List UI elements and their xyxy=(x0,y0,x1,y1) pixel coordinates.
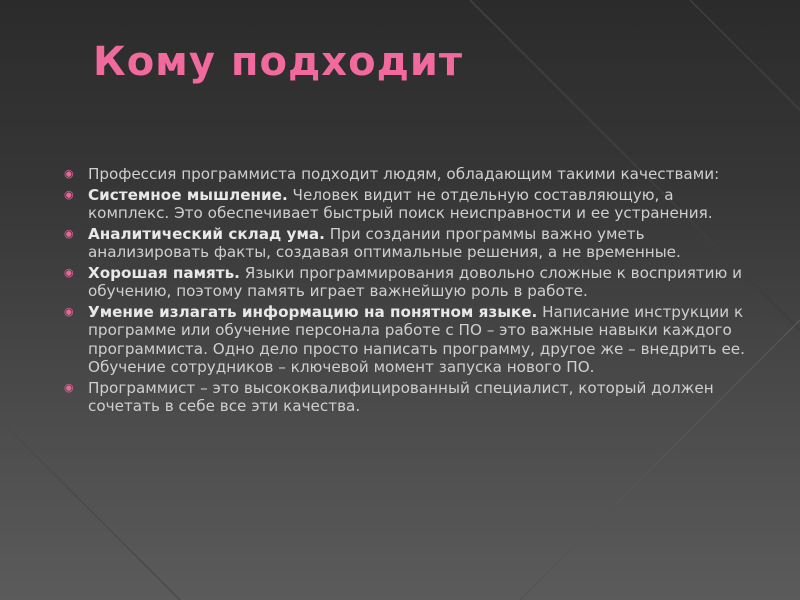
bullet-lead: Хорошая память. xyxy=(88,263,240,282)
bullet-item xyxy=(64,225,754,262)
bullet-item xyxy=(64,186,754,223)
bullet-text: Языки программирования довольно сложные к восприятию и обучению, поэтому память играет важнейшую роль в работе. xyxy=(88,263,743,300)
bullet-text: Программист – это высококвалифицированный специалист, который должен сочетать в себе все эти качества. xyxy=(88,378,714,415)
circle-bullet-icon: ◉ xyxy=(64,167,74,180)
bullet-text: Человек видит не отдельную составляющую, а комплекс. Это обеспечивает быстрый поиск неисправности и ее устранения. xyxy=(88,185,713,222)
bullet-item xyxy=(64,165,754,184)
circle-bullet-icon: ◉ xyxy=(64,380,74,394)
slide-title: Кому подходит xyxy=(93,39,464,85)
bullet-lead: Системное мышление. xyxy=(88,185,288,204)
bullet-lead: Аналитический склад ума. xyxy=(88,224,325,243)
bullet-text: При создании программы важно уметь анализировать факты, создавая оптимальные решения, а не временные. xyxy=(88,224,681,261)
bullet-list xyxy=(64,165,754,418)
circle-bullet-icon: ◉ xyxy=(64,187,74,201)
bullet-item xyxy=(64,379,754,416)
bullet-lead: Умение излагать информацию на понятном языке. xyxy=(88,302,538,321)
circle-bullet-icon: ◉ xyxy=(64,304,74,318)
bullet-text: Профессия программиста подходит людям, обладающим такими качествами: xyxy=(88,165,720,183)
bullet-text: Написание инструкции к программе или обучение персонала работе с ПО – это важные навыки каждого программиста. Одно дело просто написать программу, другое же – внедрить ее. Обучение сотрудников – ключевой момент запуска нового ПО. xyxy=(88,302,745,376)
circle-bullet-icon: ◉ xyxy=(64,265,74,279)
bullet-item xyxy=(64,303,754,377)
bullet-item xyxy=(64,264,754,301)
circle-bullet-icon: ◉ xyxy=(64,226,74,240)
